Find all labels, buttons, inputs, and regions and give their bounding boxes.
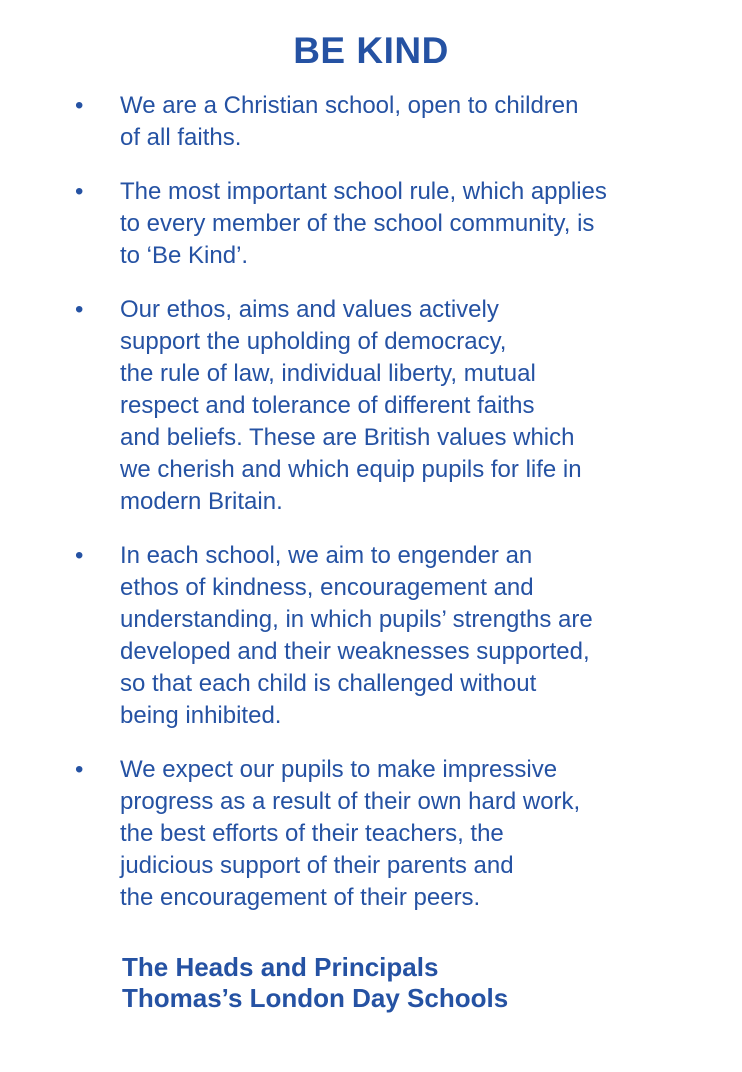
bullet-line: to ‘Be Kind’. xyxy=(120,242,249,269)
bullet-icon: • xyxy=(75,756,84,783)
bullet-line: progress as a result of their own hard work, xyxy=(120,788,581,815)
bullet-item xyxy=(0,176,742,272)
bullet-line: we cherish and which equip pupils for life in xyxy=(120,456,582,483)
bullet-line: Our ethos, aims and values actively xyxy=(120,296,499,323)
signature-line: Thomas’s London Day Schools xyxy=(122,983,509,1013)
signature-line: The Heads and Principals xyxy=(122,952,439,982)
page-title: BE KIND xyxy=(293,30,449,71)
bullet-line: being inhibited. xyxy=(120,702,282,729)
bullet-text xyxy=(120,754,685,914)
bullet-line: of all faiths. xyxy=(120,124,242,151)
signature-block xyxy=(122,952,508,1014)
bullet-line: the encouragement of their peers. xyxy=(120,884,481,911)
bullet-text xyxy=(120,294,685,518)
bullet-line: and beliefs. These are British values which xyxy=(120,424,575,451)
bullet-line: to every member of the school community, is xyxy=(120,210,595,237)
bullet-icon: • xyxy=(75,92,84,119)
bullet-text xyxy=(120,540,685,732)
bullet-list xyxy=(0,90,742,936)
bullet-line: the rule of law, individual liberty, mutual xyxy=(120,360,536,387)
bullet-line: modern Britain. xyxy=(120,488,283,515)
bullet-line: We are a Christian school, open to children xyxy=(120,92,579,119)
bullet-item xyxy=(0,540,742,732)
bullet-text xyxy=(120,176,685,272)
bullet-line: In each school, we aim to engender an xyxy=(120,542,533,569)
bullet-line: support the upholding of democracy, xyxy=(120,328,507,355)
bullet-line: respect and tolerance of different faiths xyxy=(120,392,535,419)
bullet-item xyxy=(0,294,742,518)
bullet-line: judicious support of their parents and xyxy=(120,852,514,879)
bullet-icon: • xyxy=(75,542,84,569)
bullet-line: the best efforts of their teachers, the xyxy=(120,820,504,847)
bullet-item xyxy=(0,90,742,154)
bullet-line: The most important school rule, which applies xyxy=(120,178,607,205)
bullet-line: so that each child is challenged without xyxy=(120,670,537,697)
bullet-line: developed and their weaknesses supported, xyxy=(120,638,590,665)
bullet-line: ethos of kindness, encouragement and xyxy=(120,574,534,601)
bullet-icon: • xyxy=(75,296,84,323)
bullet-line: We expect our pupils to make impressive xyxy=(120,756,558,783)
bullet-icon: • xyxy=(75,178,84,205)
bullet-item xyxy=(0,754,742,914)
bullet-line: understanding, in which pupils’ strengths are xyxy=(120,606,593,633)
bullet-text xyxy=(120,90,685,154)
